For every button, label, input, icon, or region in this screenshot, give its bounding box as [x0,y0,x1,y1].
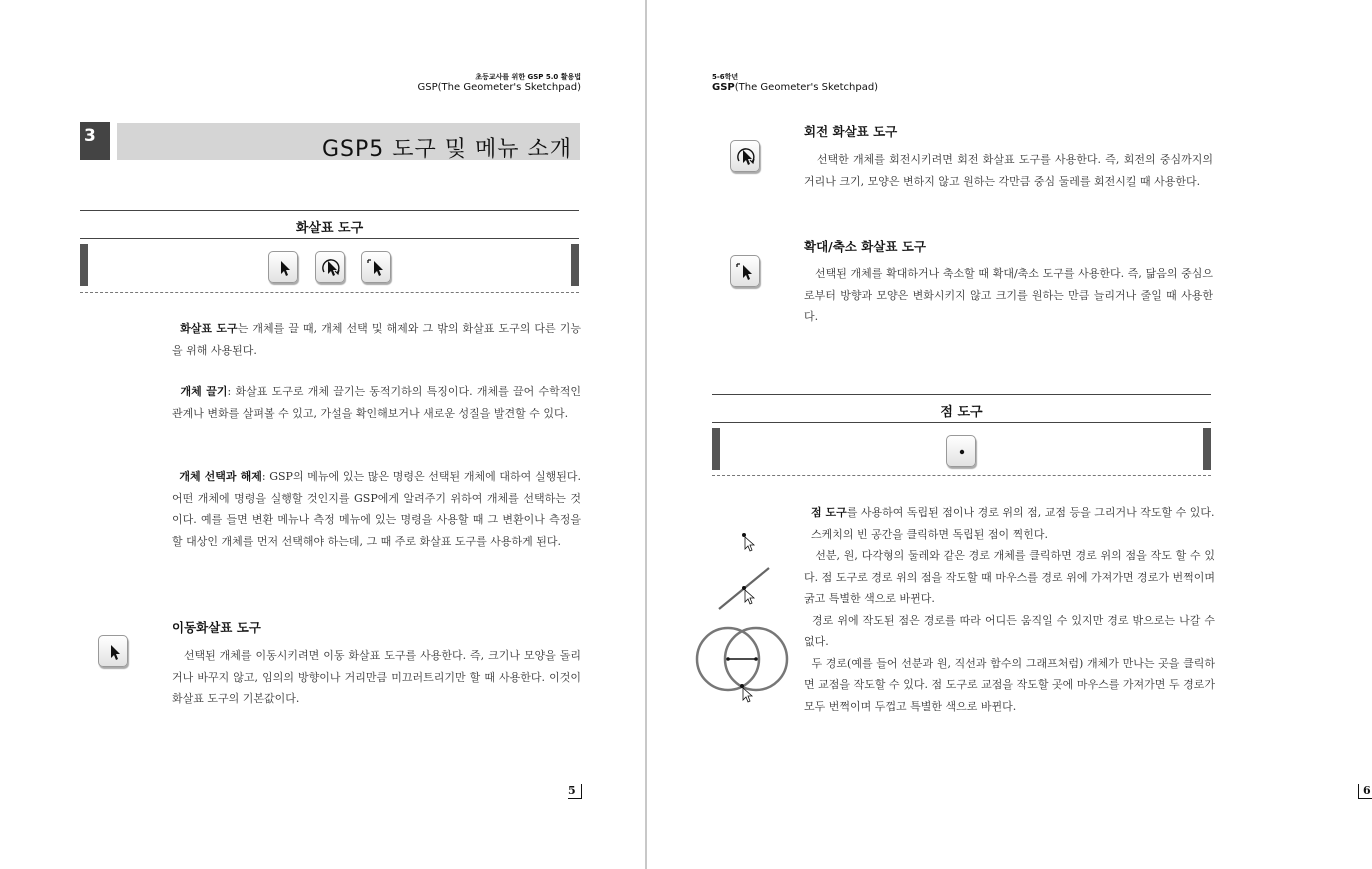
cursor-icon [745,590,754,604]
heading-dilate-arrow: 확대/축소 화살표 도구 [804,239,926,254]
section-rule-bottom [712,422,1211,423]
tool-strip-left-bar [712,428,720,470]
paragraph-text: 경로 위에 작도된 점은 경로를 따라 어디든 움직일 수 있지만 경로 밖으로는 나갈 수 없다. [804,613,1215,648]
point-tool-illustration [692,525,802,705]
right-page [647,0,1371,869]
paragraph-text: 두 경로(예를 들어 선분과 원, 직선과 함수의 그래프처럼) 개체가 만나는 곳을 클릭하면 교점을 작도할 수 있다. 점 도구로 교점을 작도할 곳에 마우스를 가져가면 두 경로가 모두 번쩍이며 두껍고 특별한 색으로 바뀐다. [804,656,1216,713]
header-title-bold: GSP [712,82,735,93]
chapter-number: 3 [80,122,110,160]
tool-strip-dashed-rule [712,475,1211,476]
rotate-arrow-icon[interactable] [315,251,345,283]
paragraph-text: 선택한 개체를 회전시키려면 회전 화살표 도구를 사용한다. 즉, 회전의 중심까지의 거리나 크기, 모양은 변하지 않고 원하는 각만큼 중심 둘레를 회전시킬 때 사용한다. [804,153,1213,188]
paragraph-text: 선택된 개체를 이동시키려면 이동 화살표 도구를 사용한다. 즉, 크기나 모양을 돌리거나 바꾸지 않고, 임의의 방향이나 거리만큼 미끄러트리기만 할 때 사용한다. 이것이 화살표 도구의 기본값이다. [172,649,581,705]
section-rule-bottom [80,238,579,239]
dilate-arrow-icon[interactable] [361,251,391,283]
heading-move-arrow: 이동화살표 도구 [172,620,261,635]
section-rule-top [80,210,579,211]
term-arrow-tool: 화살표 도구 [180,322,238,335]
section-rule-top [712,394,1211,395]
paragraph-text: 는 개체를 끌 때, 개체 선택 및 해제와 그 밖의 화살표 도구의 다른 기능을 위해 사용된다. [172,322,581,357]
cursor-icon [745,537,754,551]
center-point-left [726,657,730,661]
left-page [0,0,645,869]
term-point-tool: 점 도구 [811,506,847,519]
heading-rotate-arrow: 회전 화살표 도구 [804,124,898,139]
tool-strip-left-bar [80,244,88,286]
header-title-rest: (The Geometer's Sketchpad) [734,82,879,93]
paragraph-text: 스케치의 빈 공간을 클릭하면 독립된 점이 찍힌다. [811,527,1048,541]
paragraph-dilate-arrow [804,263,1213,328]
header-title [712,82,878,94]
tool-strip-dashed-rule [80,292,579,293]
dilate-arrow-icon[interactable] [730,255,760,287]
paragraph-text: 선택된 개체를 확대하거나 축소할 때 확대/축소 도구를 사용한다. 즉, 닮음의 중심으로부터 방향과 모양은 변화시키지 않고 크기를 원하는 만큼 늘리거나 줄일 때 사용한다. [804,267,1213,323]
paragraph-text: : GSP의 메뉴에 있는 많은 명령은 선택된 개체에 대하여 실행된다. 어떤 개체에 명령을 실행할 것인지를 GSP에게 알려주기 위하여 개체를 선택하는 것이다. 예를 들면 변환 메뉴나 측정 메뉴에 있는 명령을 사용할 때 그 변환이나 측정을 할 대상인 개체를 먼저 선택해야 하는데, 그 때 주로 화살표 도구를 사용하게 된다. [172,470,581,548]
running-header-left [418,72,581,94]
point-tool-icon[interactable] [946,435,976,467]
section-title-point: 점 도구 [940,405,983,420]
term-drag: 개체 끌기 [180,385,228,398]
free-point [742,533,746,537]
header-subtitle: 초등교사를 위한 GSP 5.0 활용법 [475,73,581,81]
point-on-path [742,586,746,590]
tool-strip-right-bar [571,244,579,286]
tool-strip-right-bar [1203,428,1211,470]
section-title-arrow: 화살표 도구 [295,221,364,236]
arrow-select-icon[interactable] [268,251,298,283]
intersection-point [740,684,744,688]
paragraph-text: : 화살표 도구로 개체 끌기는 동적기하의 특징이다. 개체를 끌어 수학적인 관계나 변화를 살펴볼 수 있고, 가설을 확인해보거나 새로운 성질을 발견할 수 있다. [172,385,581,420]
paragraph-text: 를 사용하여 독립된 점이나 경로 위의 점, 교점 등을 그리거나 작도할 수 있다. [846,506,1215,519]
paragraph-arrow-tool [172,318,581,361]
page-number: 6 [1358,784,1372,799]
paragraph-rotate-arrow [804,149,1213,192]
chapter-title: GSP5 도구 및 메뉴 소개 [321,137,572,162]
move-arrow-icon[interactable] [98,635,128,667]
paragraph-move-arrow [172,645,581,710]
paragraph-select [172,466,581,552]
center-point-right [754,657,758,661]
paragraph-drag [172,381,581,424]
paragraph-text: 선분, 원, 다각형의 둘레와 같은 경로 개체를 클릭하면 경로 위의 점을 작도 할 수 있다. 점 도구로 경로 위의 점을 작도할 때 마우스를 경로 위에 가져가면 경로가 번쩍이며 굵고 특별한 색으로 바뀐다. [804,549,1215,605]
header-grade: 5-6학년 [712,73,739,81]
paragraph-point-tool [804,502,1215,717]
header-title: GSP(The Geometer's Sketchpad) [417,82,581,93]
chapter-banner [117,123,580,160]
term-select: 개체 선택과 해제 [179,470,262,483]
page-number: 5 [568,784,582,799]
rotate-arrow-icon[interactable] [730,140,760,172]
running-header-right [712,72,878,94]
